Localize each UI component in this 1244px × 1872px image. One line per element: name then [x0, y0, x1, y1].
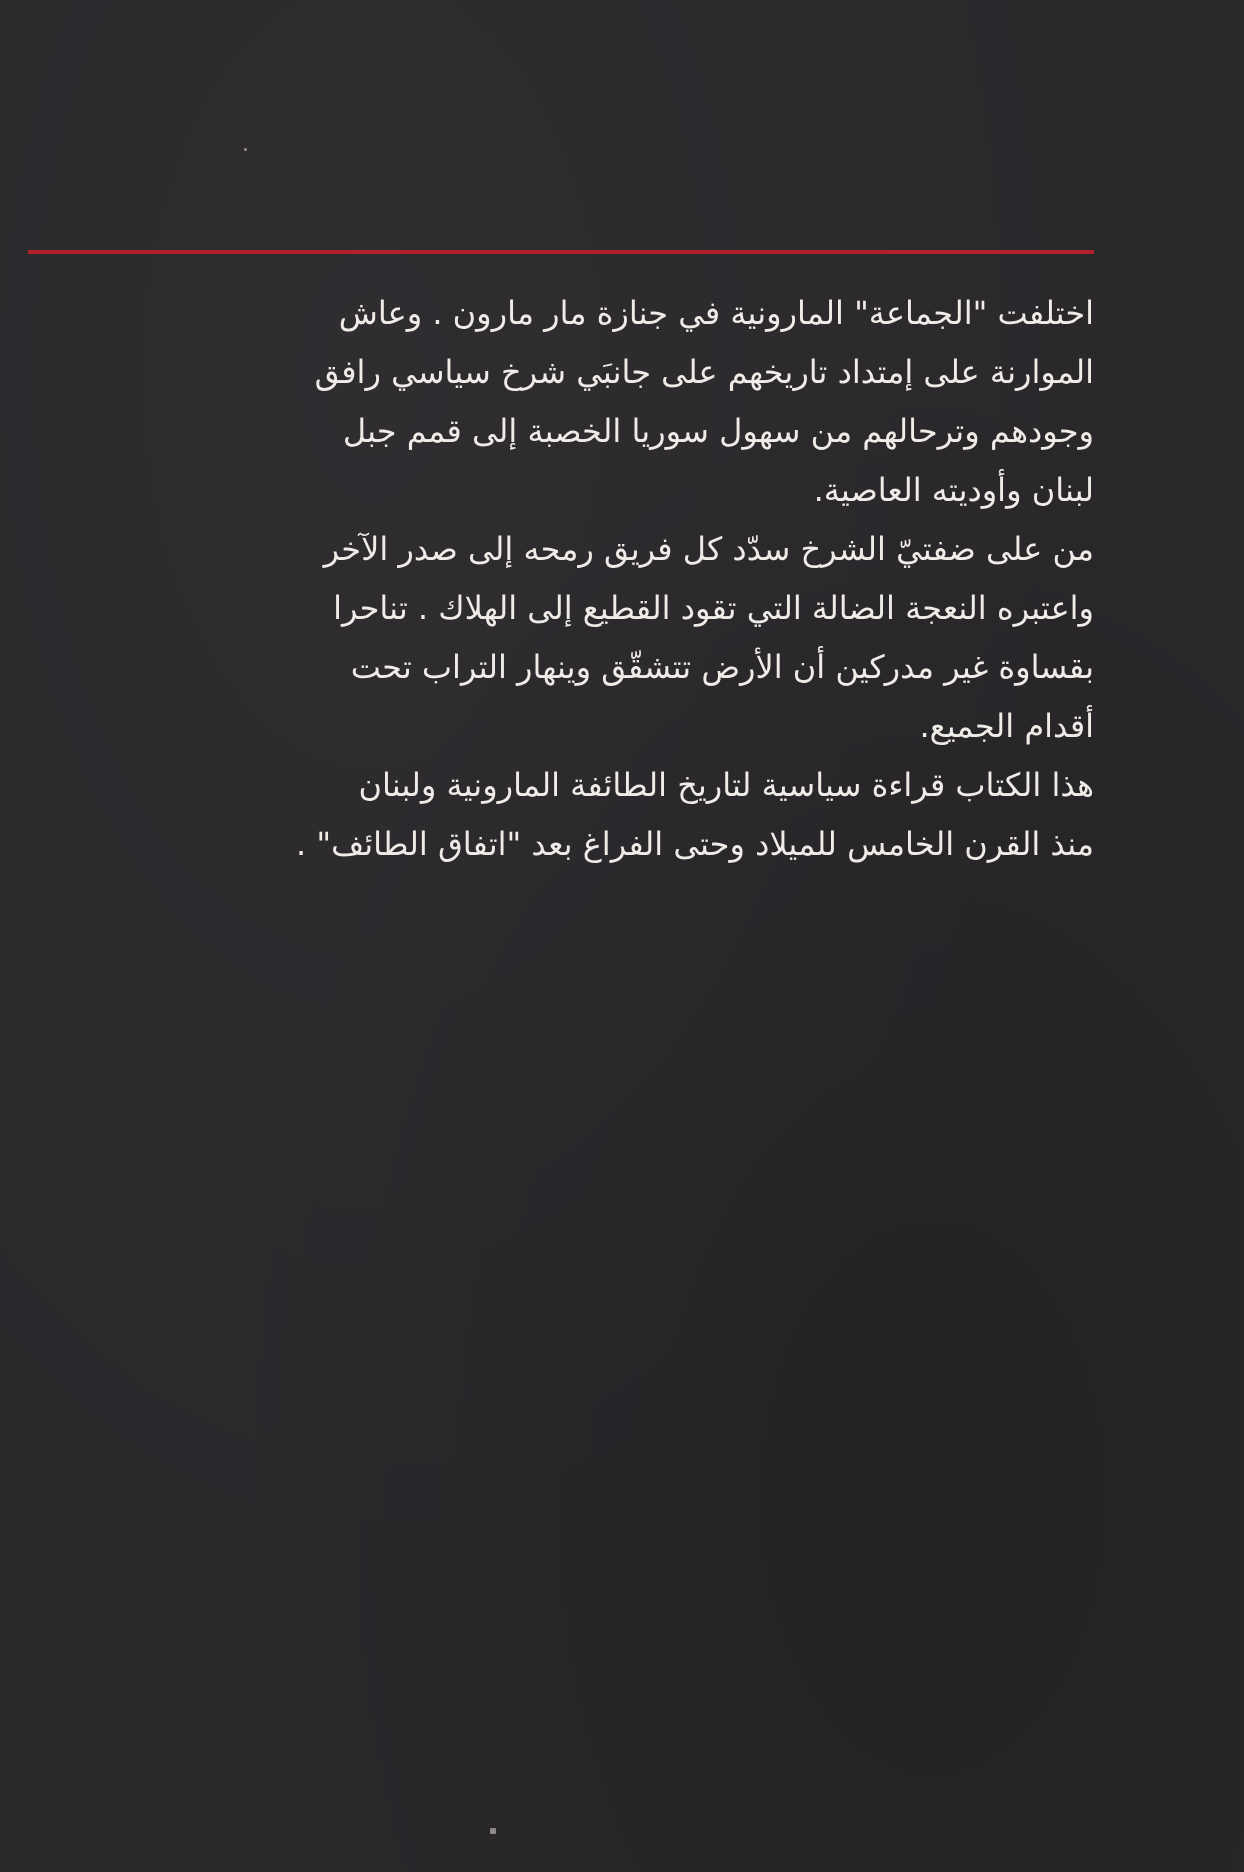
- text-line: اختلفت "الجماعة" المارونية في جنازة مار مارون . وعاش: [338, 294, 1094, 332]
- text-line: هذا الكتاب قراءة سياسية لتاريخ الطائفة المارونية ولبنان: [358, 766, 1094, 804]
- text-line: لبنان وأوديته العاصية.: [813, 471, 1094, 509]
- text-line: واعتبره النعجة الضالة التي تقود القطيع إلى الهلاك . تناحرا: [333, 589, 1094, 627]
- text-line: منذ القرن الخامس للميلاد وحتى الفراغ بعد "اتفاق الطائف" .: [296, 825, 1094, 863]
- text-line: أقدام الجميع.: [919, 707, 1094, 745]
- red-divider-line: [28, 250, 1094, 254]
- paragraph-2: [60, 520, 1094, 756]
- paragraph-1: [60, 284, 1094, 520]
- text-line: من على ضفتيّ الشرخ سدّد كل فريق رمحه إلى صدر الآخر: [323, 530, 1094, 568]
- blurb-text: [60, 284, 1094, 874]
- text-line: بقساوة غير مدركين أن الأرض تتشقّق وينهار التراب تحت: [350, 648, 1094, 686]
- paper-speck: [244, 148, 247, 151]
- paper-speck: [490, 1828, 496, 1834]
- paragraph-3: [60, 756, 1094, 874]
- text-line: الموارنة على إمتداد تاريخهم على جانبَي شرخ سياسي رافق: [314, 353, 1094, 391]
- text-line: وجودهم وترحالهم من سهول سوريا الخصبة إلى قمم جبل: [342, 412, 1094, 450]
